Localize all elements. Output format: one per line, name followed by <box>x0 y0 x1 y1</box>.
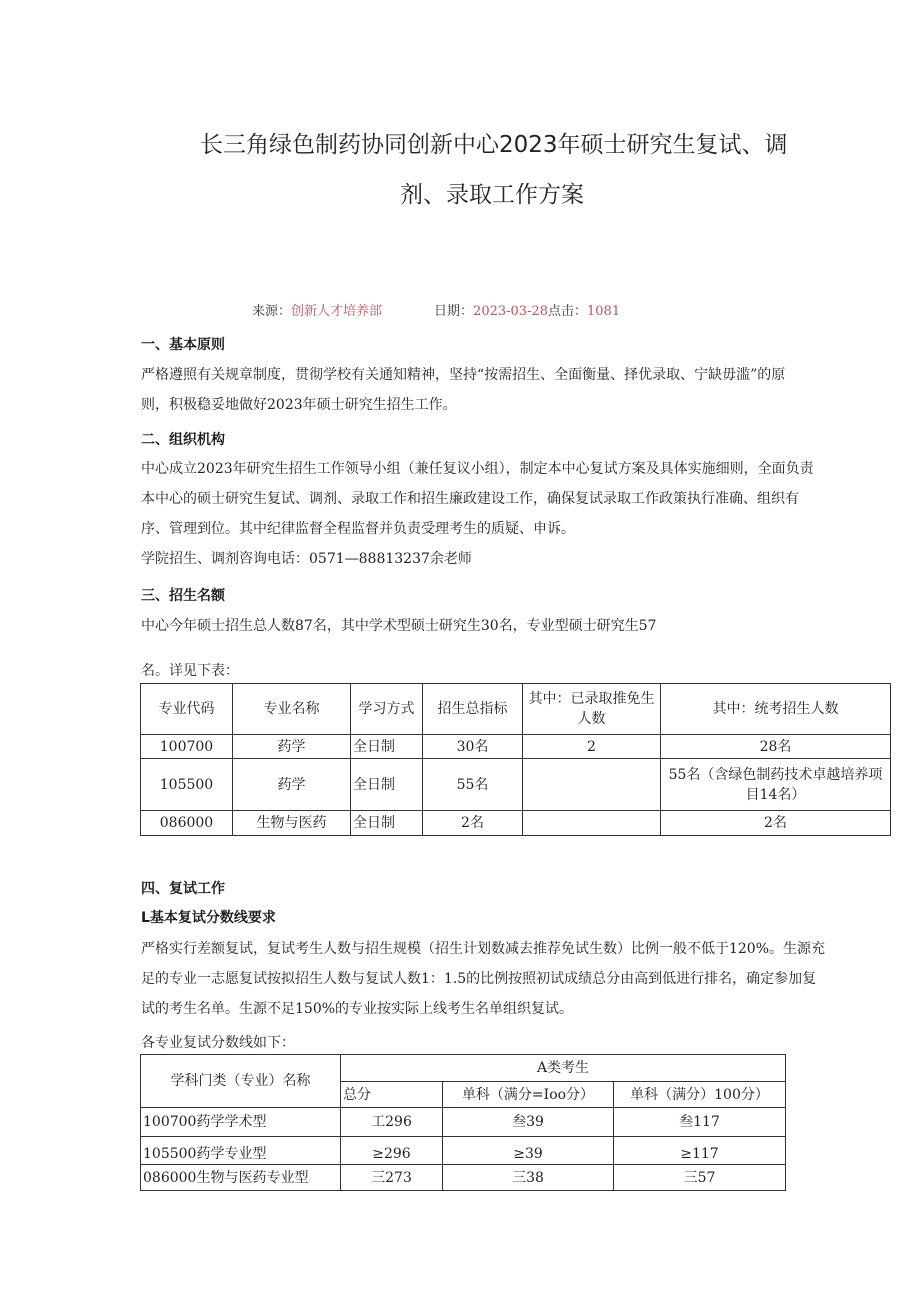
score-row-header: 学科门类（专业）名称 <box>141 1055 341 1108</box>
table-row <box>141 759 891 811</box>
section4-line2: 足的专业一志愿复试按拟招生人数与复试人数1：1.5的比例按照初试成绩总分由高到低进行排名，确定参加复 <box>141 971 817 987</box>
quota-cell: 100700 <box>141 735 233 759</box>
quota-cell: 55名 <box>423 759 523 811</box>
clicks-label: 点击： <box>548 304 588 319</box>
section2-phone: 学院招生、调剂咨询电话：0571—88813237余老师 <box>141 551 472 567</box>
quota-header: 学习方式 <box>351 684 423 735</box>
score-cell: 三57 <box>614 1165 786 1191</box>
section4-subheading: L基本复试分数线要求 <box>141 910 276 926</box>
score-group-header-row <box>141 1055 786 1082</box>
score-cell: 105500药学专业型 <box>141 1137 341 1165</box>
score-cell: 三273 <box>341 1165 443 1191</box>
score-group-header: A类考生 <box>341 1055 786 1082</box>
table-row <box>141 811 891 836</box>
quota-cell: 全日制 <box>351 811 423 836</box>
date-label: 日期： <box>434 304 474 319</box>
quota-cell: 2 <box>523 735 661 759</box>
score-col-header: 单科（满分）100分） <box>614 1082 786 1108</box>
quota-cell: 086000 <box>141 811 233 836</box>
table-row <box>141 1108 786 1137</box>
section1-line2: 则，积极稳妥地做好2023年硕士研究生招生工作。 <box>141 397 457 413</box>
section1-heading: 一、基本原则 <box>141 337 225 353</box>
quota-cell: 生物与医药 <box>233 811 351 836</box>
section4-line4: 各专业复试分数线如下： <box>141 1035 295 1051</box>
section2-line1: 中心成立2023年研究生招生工作领导小组（兼任复议小组），制定本中心复试方案及具体实施细则，全面负责 <box>141 461 814 477</box>
score-cell: 086000生物与医药专业型 <box>141 1165 341 1191</box>
quota-header: 招生总指标 <box>423 684 523 735</box>
quota-cell: 2名 <box>661 811 891 836</box>
section2-heading: 二、组织机构 <box>141 432 225 448</box>
quota-cell: 55名（含绿色制药技术卓越培养项目14名） <box>661 759 891 811</box>
section2-line3: 序、管理到位。其中纪律监督全程监督并负责受理考生的质疑、申诉。 <box>141 521 575 537</box>
quota-table <box>140 683 891 836</box>
section4-heading: 四、复试工作 <box>141 881 225 897</box>
score-cell: ≥39 <box>443 1137 614 1165</box>
score-cell: 三38 <box>443 1165 614 1191</box>
quota-header: 专业名称 <box>233 684 351 735</box>
quota-cell: 30名 <box>423 735 523 759</box>
quota-header: 其中：统考招生人数 <box>661 684 891 735</box>
section3-line1: 中心今年硕士招生总人数87名，其中学术型硕士研究生30名，专业型硕士研究生57 <box>141 618 657 634</box>
quota-cell: 2名 <box>423 811 523 836</box>
score-cell: ≥296 <box>341 1137 443 1165</box>
section2-line2: 本中心的硕士研究生复试、调剂、录取工作和招生廉政建设工作，确保复试录取工作政策执行准确、组织有 <box>141 491 799 507</box>
doc-meta <box>252 300 620 319</box>
quota-cell <box>523 811 661 836</box>
section3-heading: 三、招生名额 <box>141 588 225 604</box>
score-cell: 叁117 <box>614 1108 786 1137</box>
doc-title-line1: 长三角绿色制药协同创新中心2023年硕士研究生复试、调 <box>200 132 788 158</box>
score-cell: 叁39 <box>443 1108 614 1137</box>
score-table <box>140 1054 786 1191</box>
section4-line1: 严格实行差额复试，复试考生人数与招生规模（招生计划数减去推荐免试生数）比例一般不低于120%。生源充 <box>141 941 826 957</box>
section4-body <box>141 934 893 1024</box>
table-row <box>141 1165 786 1191</box>
section1-body <box>141 360 893 420</box>
quota-cell: 药学 <box>233 735 351 759</box>
quota-header: 其中：已录取推免生人数 <box>523 684 661 735</box>
score-col-header: 单科（满分=Ioo分） <box>443 1082 614 1108</box>
quota-cell: 全日制 <box>351 735 423 759</box>
quota-header: 专业代码 <box>141 684 233 735</box>
section1-line1: 严格遵照有关规章制度，贯彻学校有关通知精神，坚持“按需招生、全面衡量、择优录取、宁缺毋滥”的原 <box>141 367 786 383</box>
quota-cell: 全日制 <box>351 759 423 811</box>
source-label: 来源： <box>252 304 292 319</box>
score-cell: 工296 <box>341 1108 443 1137</box>
score-col-header: 总分 <box>341 1082 443 1108</box>
quota-cell: 28名 <box>661 735 891 759</box>
score-cell: 100700药学学术型 <box>141 1108 341 1137</box>
section3-line2: 名。详见下表： <box>141 663 239 679</box>
score-cell: ≥117 <box>614 1137 786 1165</box>
quota-cell: 105500 <box>141 759 233 811</box>
table-row <box>141 1137 786 1165</box>
table-row <box>141 735 891 759</box>
quota-header-row <box>141 684 891 735</box>
date-value: 2023-03-28 <box>473 304 548 319</box>
source-value[interactable]: 创新人才培养部 <box>291 304 383 319</box>
doc-title-line2: 剂、录取工作方案 <box>400 182 584 208</box>
section2-body <box>141 454 893 574</box>
quota-cell <box>523 759 661 811</box>
section4-line3: 试的考生名单。生源不足150%的专业按实际上线考生名单组织复试。 <box>141 1001 574 1017</box>
clicks-value: 1081 <box>587 304 621 319</box>
quota-cell: 药学 <box>233 759 351 811</box>
